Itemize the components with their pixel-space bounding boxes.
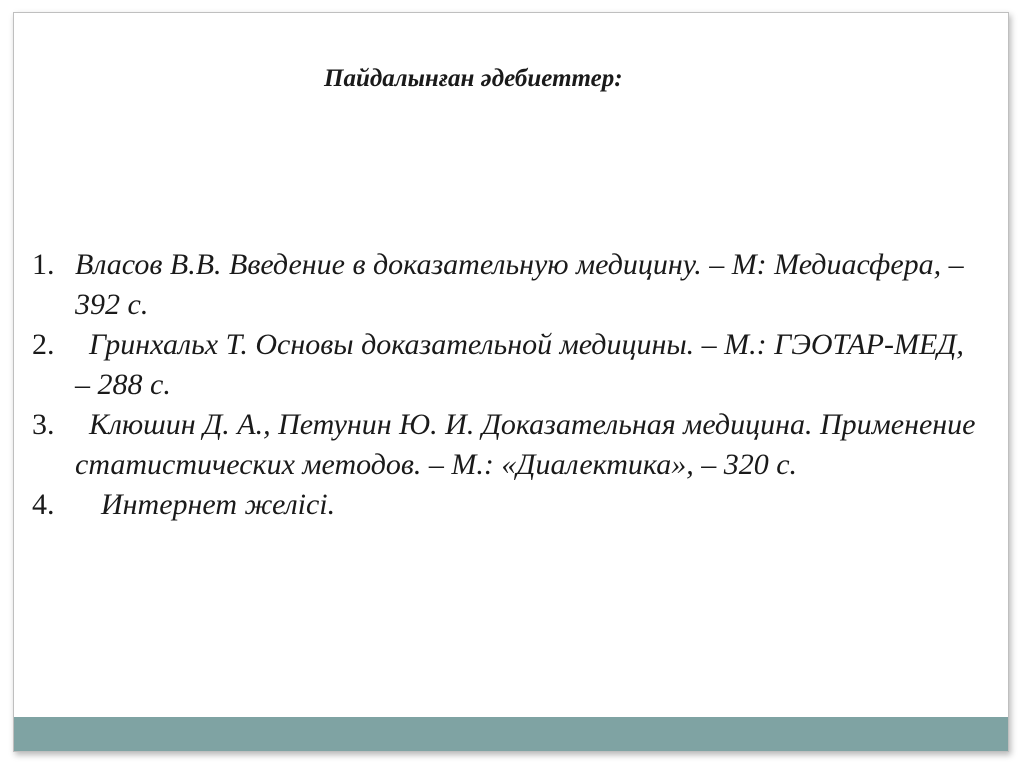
reference-number: 2. (32, 328, 55, 361)
slide-title: Пайдалынған әдебиеттер: (324, 65, 623, 92)
reference-number: 1. (32, 248, 55, 281)
reference-item-1 (32, 245, 982, 325)
reference-number: 4. (32, 488, 55, 521)
reference-text: Интернет желісі. (101, 488, 336, 521)
slide (13, 12, 1009, 752)
reference-text: Гринхальх Т. Основы доказательной медицины. – М.: ГЭОТАР-МЕД, – 288 с. (75, 328, 964, 401)
reference-text: Клюшин Д. А., Петунин Ю. И. Доказательная медицина. Применение статистических методов. – М.: «Диалектика», – 320 с. (75, 408, 976, 481)
reference-item-4 (32, 485, 982, 525)
footer-bar (14, 717, 1008, 751)
reference-text: Власов В.В. Введение в доказательную медицину. – М: Медиасфера, – 392 с. (75, 248, 964, 321)
reference-item-2 (32, 325, 982, 405)
reference-item-3 (32, 405, 982, 485)
reference-number: 3. (32, 408, 55, 441)
reference-list (32, 245, 982, 525)
